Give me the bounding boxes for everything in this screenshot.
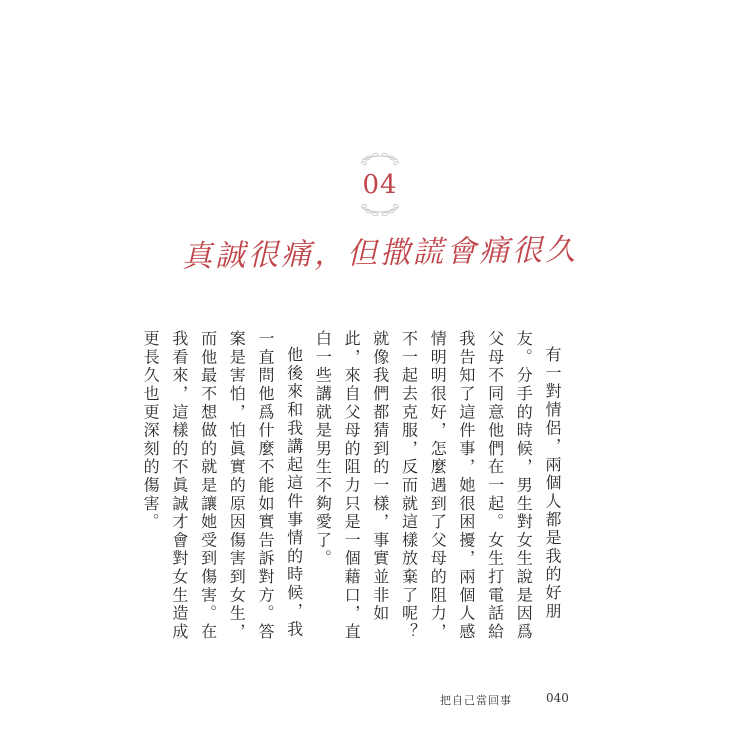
chapter-title: 真誠很痛，但撒謊會痛很久	[181, 232, 579, 275]
paragraph-2: 他後來和我講起這件事情的時候，我一直問他爲什麼不能如實告訴對方。答案是害怕，怕眞實的原因傷害到女生，而他最不想做的就是讓她受到傷害。在我看來，這樣的不眞誠才會對女生造成更長久也更深刻的傷害。	[141, 330, 304, 642]
body-text	[141, 330, 566, 650]
chapter-number: 04	[362, 170, 398, 200]
paragraph-1: 有一對情侶，兩個人都是我的好朋友。分手的時候，男生對女生說是因爲父母不同意他們在一起。女生打電話給我告知了這件事，她很困擾，兩個人感情明明很好，怎麼遇到了父母的阻力，不一起去克服，反而就這樣放棄了呢？就像我們都猜到的一樣，事實並非如此，來自父母的阻力只是一個藉口，直白一些講就是男生不夠愛了。	[313, 330, 562, 642]
page-number: 040	[546, 691, 569, 705]
running-footer-title: 把自己當回事	[440, 694, 512, 707]
